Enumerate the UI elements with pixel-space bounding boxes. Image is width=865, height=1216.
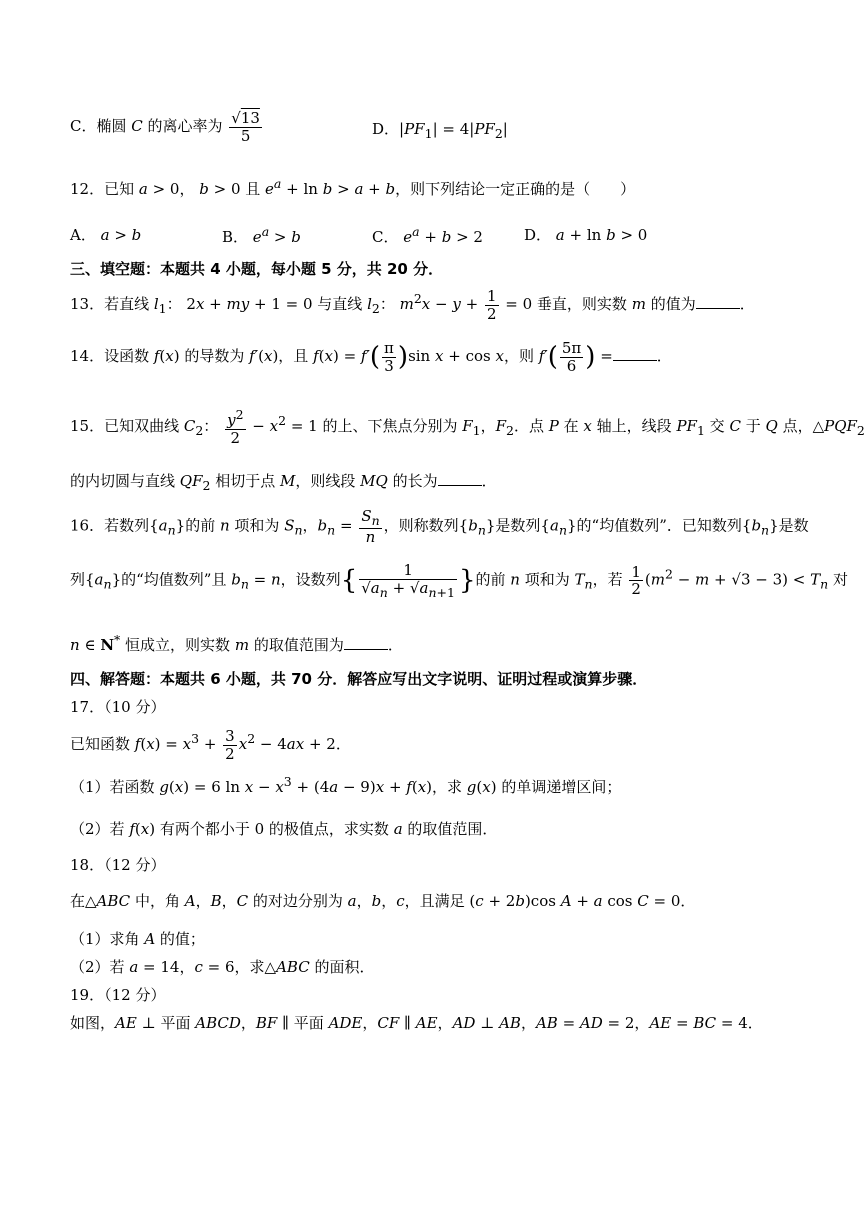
section-3-heading: 三、填空题：本题共 4 小题，每小题 5 分，共 20 分． [70, 260, 444, 278]
q16-line-3: n ∈ N* 恒成立，则实数 m 的取值范围为 ． [70, 632, 403, 654]
q18-part-2: （2）若 a = 14，c = 6，求△ABC 的面积． [70, 958, 375, 976]
q17-head: 17．（10 分） [70, 698, 166, 716]
q15-line-2: 的内切圆与直线 $QF_2$ 相切于点 M，则线段 MQ 的长为 ． [70, 472, 497, 493]
q19-given: 如图，AE ⊥ 平面 ABCD，BF ∥ 平面 ADE，CF ∥ AE，AD ⊥ AB，AB = AD = 2，AE = BC = 4． [70, 1014, 763, 1032]
q16-line-2: 列$\{a_n\}$的“均值数列”且 $b_n = n$，设数列{ $\frac{1}{√a_n + √a_{n+1}}$ }的前 n 项和为 $T_n$，若 $\frac{1}{2}$ $(m^2 - m + √3 - 3) < T_n$ 对 [70, 561, 848, 600]
q12-option-d: D． a + ln b > 0 [524, 226, 648, 244]
q12-stem: 12．已知 a > 0， b > 0 且 $e^a + \ln b > a + b$，则下列结论一定正确的是（ ） [70, 176, 636, 198]
q18-part-1: （1）求角 A 的值； [70, 930, 205, 948]
q11-option-c: C．椭圆 C 的离心率为 $\frac{√13}{5}$ [70, 109, 260, 145]
q14: 14．设函数 f(x) 的导数为 f′(x)，且 f(x) = f′( $\frac{\pi}{3}$ )sin x + cos x，则 f′( $\frac{5\pi}{6}$ ) = ． [70, 339, 672, 375]
q12-option-a: A． a > b [70, 226, 142, 244]
section-4-heading: 四、解答题：本题共 6 小题，共 70 分．解答应写出文字说明、证明过程或演算步骤． [70, 670, 648, 688]
q17-given: 已知函数 $f(x) = x^3$ + $\frac{3}{2}$ $x^2 - 4ax + 2$． [70, 727, 351, 763]
q13: 13．若直线 $l_1$： 2x + my + 1 = 0 与直线 $l_2$： $m^2x - y$ + $\frac{1}{2}$ = 0 垂直，则实数 m 的值为 ． [70, 287, 755, 323]
q11-option-d: D．$|PF_1| = 4|PF_2|$ [372, 120, 508, 141]
q18-given: 在△ABC 中，角 A，B，C 的对边分别为 a，b，c，且满足 (c + 2b)cos A + a cos C = 0． [70, 892, 696, 910]
q17-part-1: （1）若函数 g(x) = 6 $\ln x - x^3 + (4a - 9)x + f(x)$，求 g(x) 的单调递增区间； [70, 774, 622, 796]
q15-line-1: 15．已知双曲线 $C_2$： $\frac{y^2}{2}$ − $x^2 = 1$ 的上、下焦点分别为 $F_1$，$F_2$．点 P 在 x 轴上，线段 $PF_1$ 交 C 于 Q 点，$\triangle PQF_2$ [70, 407, 865, 447]
q17-part-2: （2）若 f(x) 有两个都小于 0 的极值点，求实数 a 的取值范围． [70, 820, 498, 838]
q12-option-c: C． $e^a + b > 2$ [372, 224, 483, 246]
q18-head: 18．（12 分） [70, 856, 166, 874]
q16-line-1: 16．若数列$\{a_n\}$的前 n 项和为 $S_n$，$b_n$ = $\frac{S_n}{n}$ ，则称数列$\{b_n\}$是数列$\{a_n\}$的“均值数列”．已知数列$\{b_n\}$是数 [70, 507, 809, 546]
q12-option-b: B． $e^a > b$ [222, 224, 301, 246]
q19-head: 19．（12 分） [70, 986, 166, 1004]
